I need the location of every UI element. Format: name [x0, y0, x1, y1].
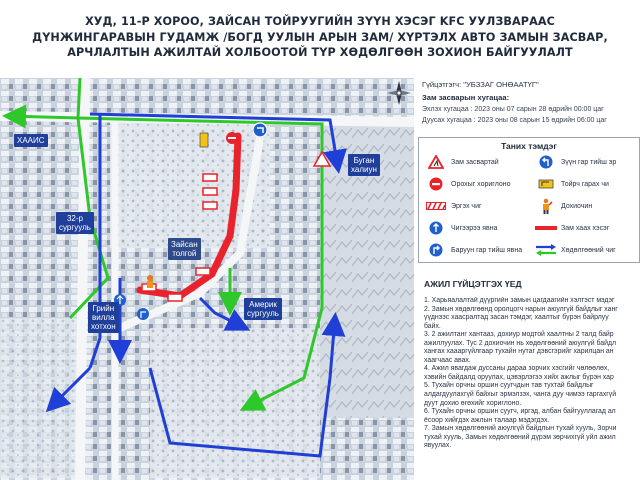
legend-item-turn-left [535, 154, 616, 170]
work-line: 2. Замын хөдөлгөөнд оролцогч нарын аюулгүй байдлыг ханг [424, 305, 618, 313]
label-bugan-khaliun [348, 154, 380, 176]
label-amerik-school [244, 298, 282, 320]
work-line: алдагдуулахгүй байхыг эрмэлзэх, чанга дуу чимээ гаргахгүй [424, 391, 617, 399]
road-work-sign-icon [425, 154, 447, 170]
label-amerik-line2: сургууль [247, 309, 279, 318]
turn-left-sign-icon [535, 154, 557, 170]
label-green-line1: Грийн [92, 304, 115, 313]
label-bugan-line1: Буган [353, 156, 375, 165]
label-zaisan-line2: толгой [172, 249, 197, 258]
project-info [422, 80, 640, 124]
satellite-map[interactable] [0, 78, 414, 480]
map-sign-turn-right [137, 308, 149, 320]
map-sign-detour [200, 133, 208, 147]
work-line: дуут дохио өгөхийг хориглоно. [424, 399, 522, 407]
barrier-icon [425, 198, 447, 214]
legend-label-road-work: Зам засвартай [451, 158, 499, 166]
label-bugan-line2: халиун [351, 165, 377, 174]
turn-right-sign-icon [425, 242, 447, 258]
label-zaisan-line1: Зайсан [171, 240, 198, 249]
label-green-line3: хотхон [91, 322, 116, 331]
label-school-32 [56, 212, 94, 234]
legend-title: Таних тэмдэг [501, 141, 557, 151]
map-canvas [0, 78, 414, 480]
map-flagman [147, 275, 153, 288]
work-line: тухай хууль, Замын хөдөлгөөний дүрэм зөрчихгүй уйл ажил [424, 433, 616, 441]
work-line: хангах хаааргүйлгаар тухайн нутаг дэвсгэрийг харилцан ан [424, 348, 614, 356]
duration-label: Зам засварын хугацаа: [422, 93, 510, 102]
work-line: 6. Тухайн орчны оршин суугч, иргэд, албан байгууллагад ал [424, 408, 616, 416]
no-entry-sign-icon [425, 176, 447, 192]
legend-item-straight [425, 220, 498, 236]
label-zaisan-tolgoi [168, 238, 201, 260]
map-sign-no-entry [226, 132, 238, 144]
work-line: байх. [424, 322, 441, 330]
legend-label-closure: Зам хаах хэсэг [561, 224, 610, 232]
work-line: 1. Харьяалалтай дүүргийн замын цагдаагийн хэлтэст мэдэг [424, 297, 615, 304]
work-line: 7. Замын хөдөлгөөний аюулгүй байдлын тухай хууль, Зорчи [424, 425, 617, 433]
legend-box [418, 137, 640, 263]
work-line: 4. Ажил явагдаж дуссаны дараа зорчих хэсгийг чөлөөлөх, [424, 365, 610, 373]
work-instructions [424, 297, 640, 480]
legend-label-no-entry: Орохыг хориглоно [451, 180, 511, 188]
label-school-line1: 32-р [66, 214, 83, 223]
legend-item-road-work [425, 154, 499, 170]
legend-label-flagman: Дохиочин [561, 202, 593, 210]
legend-item-flagman [535, 198, 592, 214]
legend-label-turn-left: Зүүн гар тийш эр [561, 158, 617, 166]
title-line-1: ХУД, 11-Р ХОРОО, ЗАЙСАН ТОЙРУУГИЙН ЗҮҮН ХЭСЭГ KFC УУЛЗВАРААС [85, 15, 555, 28]
map-title [0, 14, 640, 61]
legend-item-closure [535, 220, 609, 236]
legend-label-turn-right: Баруун гар тийш явна [451, 246, 523, 254]
legend-label-barrier: Эргэх чиг [451, 202, 482, 210]
title-line-2: ДҮНЖИНГАРАВЫН ГУДАМЖ /БОГД УУЛЫН АРЫН ЗАМ/ ХҮРТЭЛХ АВТО ЗАМЫН ЗАСВАР, [32, 30, 608, 44]
start-date: Эхлэх хугацаа : 2023 оны 07 сарын 28 өдрийн 00:00 цаг [422, 106, 604, 113]
traffic-direction-arrows-icon [535, 242, 557, 258]
work-line: 3. 2 ажилтанг хантааз, дохиур модтой хаалтны 2 талд байр [424, 331, 614, 339]
legend-label-traffic-direction: Хөдөлгөөний чиг [561, 246, 616, 254]
work-line: ёсоор хийгдэх ажлын талаар мэдэгдэх. [424, 416, 550, 424]
work-line: үүднээс хаасралтад засан тэмдэг, хаалтыг бүрэн байрлуу [424, 314, 609, 322]
contractor-text: Гүйцэтгэгч: "УБЗЗАГ ОНӨААТҮГ" [422, 80, 539, 89]
end-date: Дуусах хугацаа : 2023 оны 08 сарын 15 өдрийн 06:00 цаг [422, 117, 607, 124]
work-line: ажиллуулах. Тус 2 дохиочин нь хөдөлгөөний аюулгүй байдл [424, 339, 617, 347]
closure-line-icon [535, 220, 557, 236]
work-line: хэвийн байдалд оруулах, цэвэрлэгээ хийх ажлыг бүрэн хар [424, 373, 614, 381]
label-khaais [14, 134, 48, 147]
work-line: явуулах. [424, 442, 452, 450]
flagman-icon [535, 198, 557, 214]
work-line: хаагчаас авах. [424, 356, 471, 364]
work-section-title: АЖИЛ ГҮЙЦЭТГЭХ ҮЕД [424, 279, 522, 289]
label-amerik-line1: Америк [249, 300, 277, 309]
compass-icon [386, 80, 412, 106]
work-line: 5. Тухайн орчны оршин суугчдын тав тухтай байдлыг [424, 382, 594, 390]
map-sign-turn-left [253, 123, 267, 137]
legend-label-straight: Чигээрээ явна [451, 224, 498, 232]
straight-ahead-sign-icon [425, 220, 447, 236]
legend-item-detour [535, 176, 609, 192]
legend-item-no-entry [425, 176, 511, 192]
legend-item-turn-right [425, 242, 522, 258]
legend-label-detour: Тойрч гарах чи [561, 180, 609, 188]
legend-item-barrier [425, 198, 482, 214]
title-line-3: АРЧЛАЛТЫН АЖИЛТАЙ ХОЛБООТОЙ ТҮР ХӨДӨЛГӨӨН ЗОХИОН БАЙГУУЛАЛТ [67, 46, 573, 59]
label-green-line2: вилла [92, 313, 115, 322]
legend-item-traffic-direction [535, 242, 616, 258]
label-khaais-text: ХААИС [17, 136, 45, 145]
label-green-villa [88, 302, 119, 333]
detour-sign-icon [535, 176, 557, 192]
label-school-line2: сургууль [59, 223, 91, 232]
